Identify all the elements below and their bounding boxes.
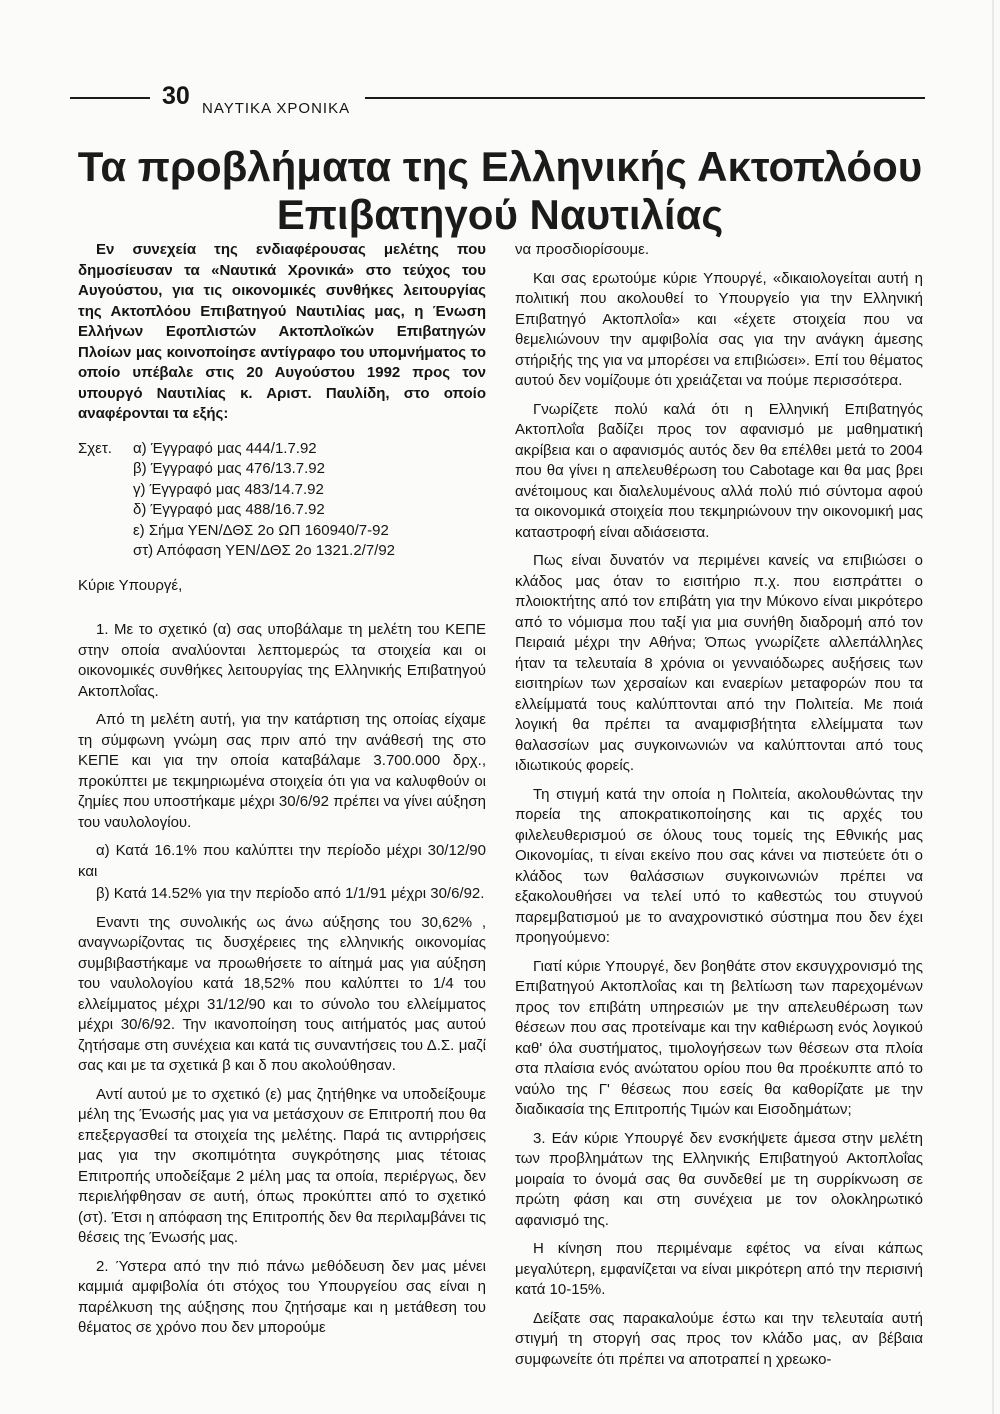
page-edge (992, 0, 994, 1414)
body-paragraph: β) Κατά 14.52% για την περίοδο από 1/1/91 μέχρι 30/6/92. (96, 885, 485, 902)
body-paragraph: Δείξατε σας παρακαλούμε έστω και την τελευταία αυτή στιγμή τη στοργή σας προς τον κλάδο μας, αν βέβαια συμφωνείτε ότι πρέπει να αποτραπεί η χρεωκο- (515, 1309, 923, 1368)
reference-item: στ) Απόφαση ΥΕΝ/ΔΘΣ 2ο 1321.2/7/92 (133, 542, 396, 559)
article-title-line1: Τα προβλήματα της Ελληνικής Ακτοπλόου (77, 143, 923, 190)
left-column (78, 240, 486, 1347)
body-paragraph: Από τη μελέτη αυτή, για την κατάρτιση της οποίας είχαμε τη σύμφωνη γνώμη σας πριν από την ανάθεσή της στο ΚΕΠΕ και για την οποία καταβάλαμε 3.700.000 δρχ., προκύπτει με τεκμηριωμένα στοιχεία ότι για να καλυφθούν οι ζημίες που υποστήκαμε μέχρι 30/6/92 πρέπει να γίνει αύξηση του ναυλολογίου. (78, 711, 486, 831)
body-paragraph: 3. Εάν κύριε Υπουργέ δεν ενσκήψετε άμεσα στην μελέτη των προβλημάτων της Ελληνικής Επιβατηγού Ακτοπλοΐας μοιραία το όνομά σας θα συνδεθεί με τη συρρίκνωση σε πρώτη φάση και στη συνέχεια με τον ολοκληρωτικό αφανισμό της. (515, 1129, 923, 1229)
body-paragraph: Και σας ερωτούμε κύριε Υπουργέ, «δικαιολογείται αυτή η πολιτική που ακολουθεί το Υπουργείο για την Ελληνική Επιβατηγό Ακτοπλοΐα» και «έχετε στοιχεία που να θεμελιώνουν την αμφιβολία σας για την ανάγκη άμεσης στήριξής της για να μπορέσει να επιβιώσει». Επί του θέματος αυτού δεν νομίζουμε ότι χρειάζεται να πούμε περισσότερα. (515, 269, 923, 389)
references-list (133, 439, 486, 562)
body-paragraph: Γνωρίζετε πολύ καλά ότι η Ελληνική Επιβατηγός Ακτοπλοΐα βαδίζει προς τον αφανισμό με μαθηματική ακρίβεια και ο αφανισμός αυτός δεν θα επέλθει μετά το 2004 που θα γίνει η απελευθέρωση του Cabotage και θα μας βρει ανέτοιμους και διαλελυμένους αλλά πολύ πιό σύντομα αφού τα οικονομικά στοιχεία που τεκμηριώνουν την οικονομική μας καταστροφή είναι αδιάσειστα. (515, 400, 923, 541)
right-column (515, 240, 923, 1378)
page-number: 30 (162, 82, 190, 110)
body-paragraph: 1. Με το σχετικό (α) σας υποβάλαμε τη μελέτη του ΚΕΠΕ στην οποία αναλύονται λεπτομερώς τα στοιχεία και οι οικονομικές συνθήκες λειτουργίας της Ελληνικής Επιβατηγού Ακτοπλοΐας. (78, 621, 486, 700)
reference-item: β) Έγγραφό μας 476/13.7.92 (133, 460, 325, 477)
body-paragraph: Πως είναι δυνατόν να περιμένει κανείς να επιβιώσει ο κλάδος μας όταν το εισιτήριο π.χ. που εισπράττει ο πλοιοκτήτης από τον επιβάτη για την Μύκονο είναι μικρότερο από το νόμισμα που ταξί για μια συνήθη διαδρομή από τον Πειραιά μέχρι την Αθήνα; Όπως γνωρίζετε αλλεπάλληλες ήταν τα τελευταία 8 χρόνια οι γενναιόδωρες αυξήσεις των εισιτηρίων των χερσαίων και εναερίων μεταφορών που τα ελλείμματά τους καλύπτονται από την Πολιτεία. Με ποιά λογική θα πρέπει τα αναμφισβήτητα ελλείμματα των θαλασσίων μας συγκοινωνιών να καλύπτονται από τους ιδιωτικούς φορείς. (515, 552, 923, 774)
header-rule-right (365, 97, 925, 99)
references-label: Σχετ. (78, 439, 112, 457)
header-rule-left (70, 97, 150, 99)
body-paragraph: Γιατί κύριε Υπουργέ, δεν βοηθάτε στον εκσυγχρονισμό της Επιβατηγού Ακτοπλοΐας και τη βελτίωση των παρεχομένων προς τον επιβάτη υπηρεσιών με την απελευθέρωση των θέσεων που σας προτείναμε και την καθιέρωση ενός λογικού καθ' όλα συστήματος, τιμολογήσεων των θέσεων στα πλοία στα πλαίσια ενός ανώτατου ορίου που θα προέκυπτε από το ναύλο της Γ' θέσεως που εσείς θα καθορίζατε με την διαδικασία της Επιτροπής Τιμών και Εισοδημάτων; (515, 957, 923, 1118)
journal-name: ΝΑΥΤΙΚΑ ΧΡΟΝΙΚΑ (202, 100, 351, 117)
body-paragraph: Η κίνηση που περιμέναμε εφέτος να είναι κάπως μεγαλύτερη, εμφανίζεται να είναι μικρότερη από την περισινή κατά 10-15%. (515, 1240, 923, 1298)
reference-item: α) Έγγραφό μας 444/1.7.92 (133, 439, 317, 457)
body-paragraph: Εναντι της συνολικής ως άνω αύξησης του 30,62% , αναγνωρίζοντας τις δυσχέρειες της ελληνικής οικονομίας συμβιβαστήκαμε να προωθήσετε το αίτημά μας για αύξηση του ναυλολογίου κατά 18,52% που καλύπτει το 1/4 του ελλείμματος μέχρι 31/12/90 και το σύνολο του ελλείμματος μέχρι 30/6/92. Την ικανοποίηση τους αιτήματός μας αυτού ζητήσαμε στη συνέχεια και κατά τις συναντήσεις του Δ.Σ. μαζί σας και με τα σχετικά β και δ που ακολούθησαν. (78, 913, 486, 1074)
body-paragraph: να προσδιορίσουμε. (515, 241, 650, 258)
reference-item: γ) Έγγραφό μας 483/14.7.92 (133, 480, 324, 498)
intro-paragraph: Εν συνεχεία της ενδιαφέρουσας μελέτης που δημοσίευσαν τα «Ναυτικά Χρονικά» στο τεύχος του Αυγούστου, για τις οικονομικές συνθήκες λειτουργίας της Ακτοπλόου Επιβατηγού Ναυτιλίας μας, η Ένωση Ελλήνων Εφοπλιστών Ακτοπλοϊκών Επιβατηγών Πλοίων μας κοινοποίησε αντίγραφο του υπομνήματος το οποίο υπέβαλε στις 20 Αυγούστου 1992 προς τον υπουργό Ναυτιλίας κ. Αριστ. Παυλίδη, στο οποίο αναφέρονται τα εξής: (78, 241, 486, 422)
reference-item: ε) Σήμα ΥΕΝ/ΔΘΣ 2ο ΩΠ 160940/7-92 (133, 521, 389, 539)
body-paragraph: 2. Ύστερα από την πιό πάνω μεθόδευση δεν μας μένει καμμιά αμφιβολία ότι στόχος του Υπουργείου σας είναι η παρέλκυση της αύξησης που ζητήσαμε και η μετάθεση του θέματος σε χρόνο που δεν μπορούμε (78, 1257, 486, 1336)
body-paragraph: Αντί αυτού με το σχετικό (ε) μας ζητήθηκε να υποδείξουμε μέλη της Ένωσής μας για να μετάσχουν σε Επιτροπή που θα επεξεργασθεί τα στοιχεία της μελέτης. Παρά τις αντιρρήσεις μας για την σκοπιμότητα συγκρότησης μιας τέτοιας Επιτροπής υποδείξαμε 2 μέλη μας τα οποία, περιέργως, δεν περιελήφθησαν σε αυτή, όπως προκύπτει από το σχετικό (στ). Έτσι η απόφαση της Επιτροπής δεν θα περιλαμβάνει τις θέσεις της Ένωσής μας. (78, 1085, 486, 1246)
reference-item: δ) Έγγραφό μας 488/16.7.92 (133, 501, 325, 518)
salutation: Κύριε Υπουργέ, (78, 576, 183, 594)
body-paragraph: Τη στιγμή κατά την οποία η Πολιτεία, ακολουθώντας την πορεία της αποκρατικοποίησης και τις αρχές του φιλελευθερισμού σε όλους τους τομείς της Εθνικής μας Οικονομίας, τι είναι εκείνο που σας κάνει να πιστεύετε ότι ο κλάδος των θαλάσσιων συγκοινωνιών πρέπει να εξακολουθήσει να τελεί υπό το καθεστώς του στυγνού παρεμβατισμού με το αναχρονιστικό σύστημα που δεν έχει προηγούμενο: (515, 785, 923, 946)
body-paragraph: α) Κατά 16.1% που καλύπτει την περίοδο μέχρι 30/12/90 και (78, 842, 486, 880)
references (78, 439, 486, 562)
article-title-line2: Επιβατηγού Ναυτιλίας (276, 191, 724, 238)
